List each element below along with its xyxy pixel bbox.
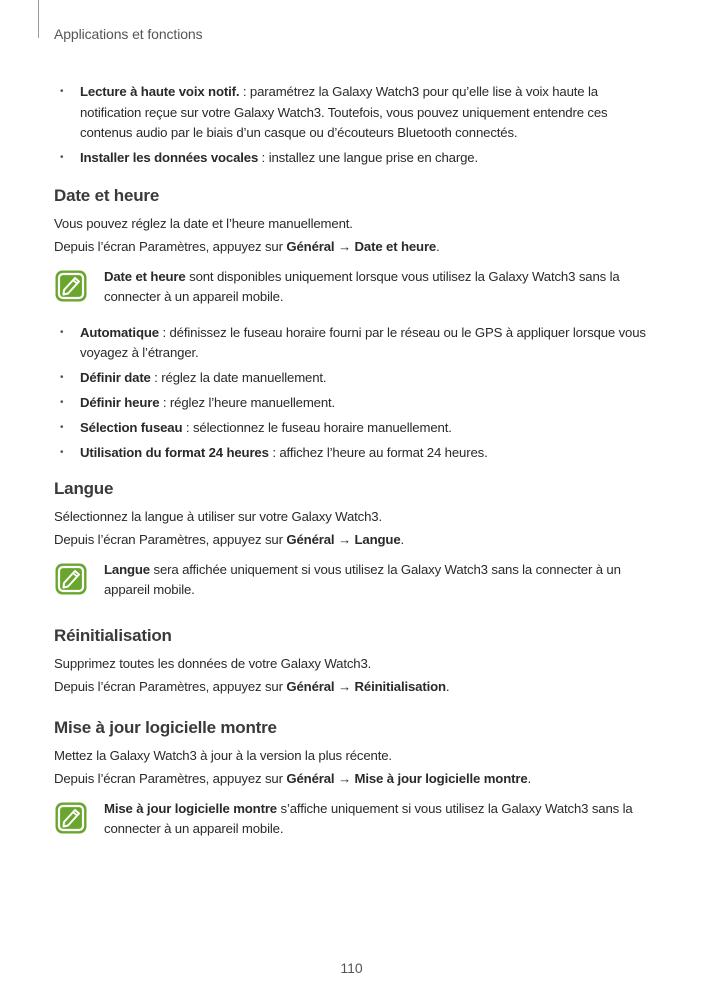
intro-bullet-list [54, 82, 654, 169]
arrow-icon: → [334, 239, 355, 254]
note-term: Mise à jour logicielle montre [104, 800, 277, 816]
page-content [54, 82, 654, 840]
path-step: Général [286, 679, 335, 694]
list-item [54, 393, 654, 414]
list-item [54, 368, 654, 389]
bullet-text: : définissez le fuseau horaire fourni par le réseau ou le GPS à appliquer lorsque vous voyagez à l’étranger. [80, 324, 646, 360]
path-end: . [400, 532, 405, 547]
arrow-icon: → [334, 532, 355, 547]
note-text [104, 799, 654, 840]
path-prefix: Depuis l’écran Paramètres, appuyez sur [54, 679, 287, 694]
section-title-mise-a-jour: Mise à jour logicielle montre [54, 717, 277, 737]
bullet-text: : sélectionnez le fuseau horaire manuellement. [182, 420, 452, 435]
page-number: 110 [340, 960, 363, 976]
path-step: Mise à jour logicielle montre [354, 771, 528, 786]
path-end: . [436, 239, 440, 254]
arrow-icon: → [334, 679, 355, 694]
list-item [54, 323, 654, 364]
note-pencil-icon [54, 269, 88, 303]
note-box [54, 799, 654, 840]
bullet-term: Utilisation du format 24 heures [80, 445, 269, 460]
note-text [104, 267, 654, 308]
page-header-title: Applications et fonctions [54, 26, 203, 42]
section-description: Supprimez toutes les données de votre Galaxy Watch3. [54, 655, 372, 671]
path-step: Général [286, 532, 335, 547]
bullet-text: : installez une langue prise en charge. [258, 150, 478, 165]
settings-path [54, 769, 654, 790]
bullet-term: Définir date [80, 370, 151, 385]
date-heure-option-list [54, 323, 654, 464]
note-body: sont disponibles uniquement lorsque vous utilisez la Galaxy Watch3 sans la connecter à un appareil mobile. [104, 268, 620, 304]
header-rule [38, 0, 39, 38]
section-description: Vous pouvez réglez la date et l’heure manuellement. [54, 215, 353, 231]
path-step: Général [286, 239, 335, 254]
note-pencil-icon [54, 562, 88, 596]
note-term: Date et heure [104, 268, 186, 284]
bullet-term: Installer les données vocales [80, 150, 259, 165]
bullet-term: Définir heure [80, 395, 160, 410]
settings-path [54, 530, 654, 551]
path-prefix: Depuis l’écran Paramètres, appuyez sur [54, 771, 287, 786]
note-pencil-icon [54, 801, 88, 835]
settings-path [54, 677, 654, 698]
list-item [54, 148, 654, 169]
path-prefix: Depuis l’écran Paramètres, appuyez sur [54, 532, 287, 547]
settings-path [54, 237, 654, 258]
bullet-term: Lecture à haute voix notif. [80, 84, 240, 99]
bullet-term: Automatique [80, 324, 159, 340]
path-step: Réinitialisation [354, 679, 446, 694]
note-text [104, 560, 654, 601]
list-item [54, 443, 654, 464]
path-end: . [445, 679, 450, 694]
bullet-text: : réglez la date manuellement. [150, 370, 327, 385]
note-body: s’affiche uniquement si vous utilisez la Galaxy Watch3 sans la connecter à un appareil mobile. [104, 800, 633, 836]
bullet-term: Sélection fuseau [80, 420, 183, 435]
arrow-icon: → [334, 771, 355, 786]
list-item [54, 82, 654, 144]
path-prefix: Depuis l’écran Paramètres, appuyez sur [54, 239, 287, 254]
bullet-text: : paramétrez la Galaxy Watch3 pour qu’elle lise à voix haute la notification reçue sur votre Galaxy Watch3. Toutefois, vous pouvez uniquement entendre ces contenus audio par le biais d’un casque ou d’écouteurs Bluetooth connectés. [80, 84, 608, 140]
path-step: Général [286, 771, 335, 786]
note-box [54, 560, 654, 601]
path-step: Date et heure [354, 239, 437, 254]
path-end: . [527, 771, 532, 786]
bullet-text: : réglez l’heure manuellement. [159, 395, 336, 410]
note-body: sera affichée uniquement si vous utilisez la Galaxy Watch3 sans la connecter à un appareil mobile. [104, 561, 621, 597]
section-description: Sélectionnez la langue à utiliser sur votre Galaxy Watch3. [54, 508, 382, 524]
list-item [54, 418, 654, 439]
section-title-langue: Langue [54, 478, 114, 498]
section-title-reinitialisation: Réinitialisation [54, 625, 172, 645]
section-description: Mettez la Galaxy Watch3 à jour à la version la plus récente. [54, 747, 392, 763]
note-box [54, 267, 654, 308]
note-term: Langue [104, 561, 150, 577]
bullet-text: : affichez l’heure au format 24 heures. [268, 445, 488, 460]
path-step: Langue [354, 532, 401, 547]
section-title-date-heure: Date et heure [54, 185, 160, 205]
